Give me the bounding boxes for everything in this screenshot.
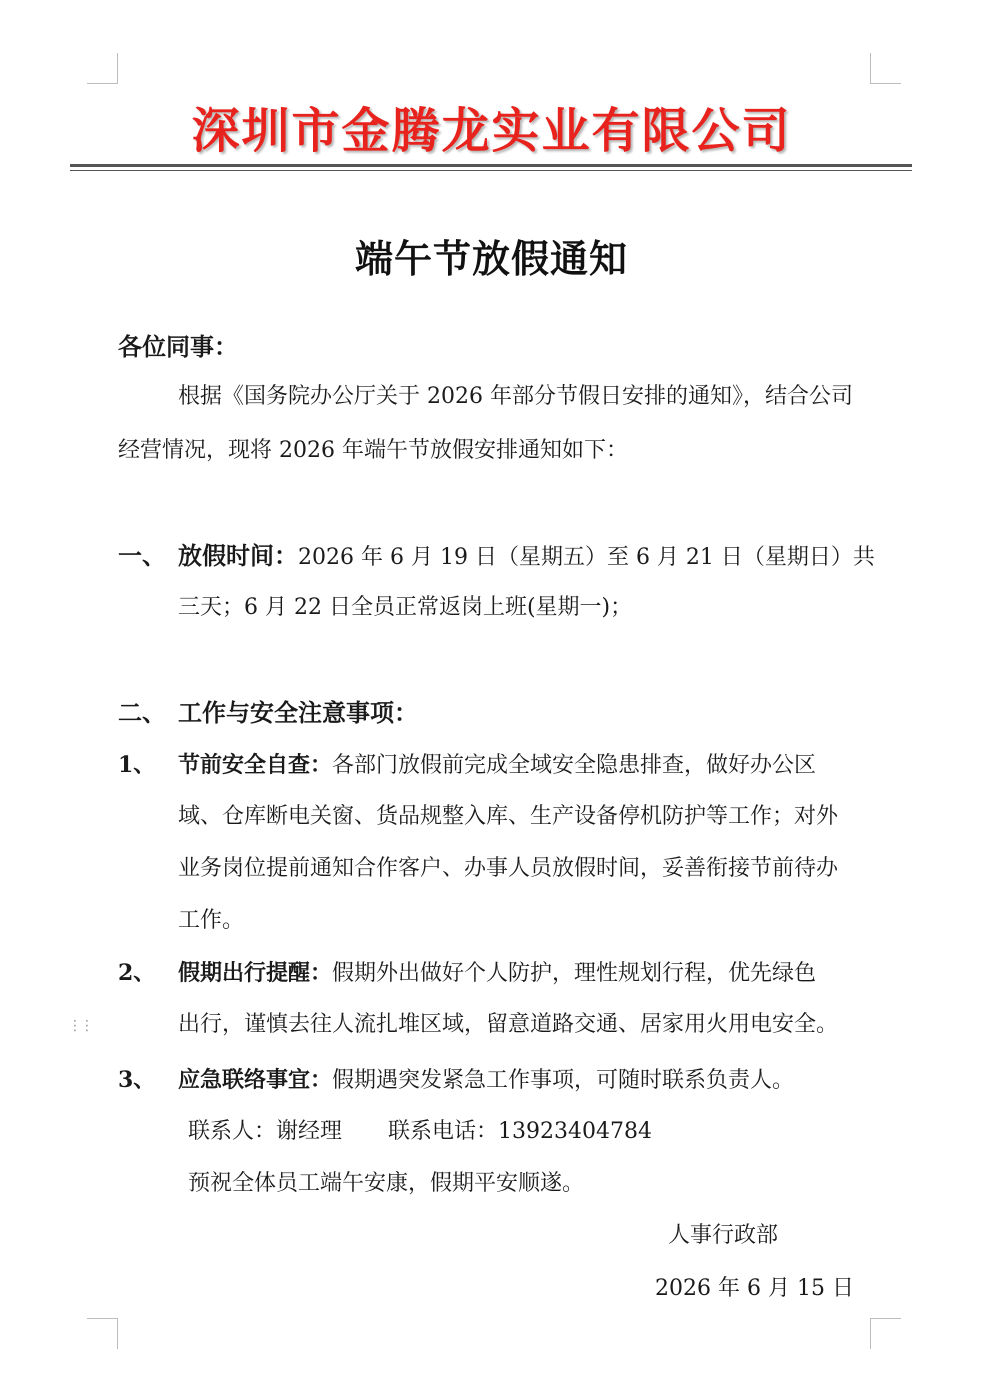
company-letterhead: 深圳市金腾龙实业有限公司 (191, 103, 792, 159)
section-1-line-1 (178, 541, 875, 573)
intro-line-2: 经营情况，现将 2026 年端午节放假安排通知如下： (118, 438, 628, 463)
contact-phone: 13923404784 (498, 1119, 653, 1144)
section-2-marker: 二、 (118, 698, 166, 727)
crop-mark-top-right (870, 53, 901, 84)
section-1-text-1: 2026 年 6 月 19 日（星期五）至 6 月 21 日（星期日）共 (298, 545, 875, 570)
item-2-line-1 (178, 958, 816, 989)
contact-person-label: 联系人： (188, 1119, 277, 1144)
item-2-marker: 2、 (118, 960, 156, 986)
item-1-text-1: 各部门放假前完成全域安全隐患排查，做好办公区 (332, 753, 817, 778)
item-3-marker: 3、 (118, 1067, 156, 1093)
item-2-heading: 假期出行提醒： (178, 960, 333, 986)
item-1-line-1 (178, 750, 816, 781)
crop-mark-bottom-right (870, 1318, 901, 1349)
item-3-line-1 (178, 1065, 794, 1096)
item-2-line-2: 出行，谨慎去往人流扎堆区域，留意道路交通、居家用火用电安全。 (178, 1012, 839, 1037)
item-1-line-2: 域、仓库断电关窗、货品规整入库、生产设备停机防护等工作；对外 (178, 804, 839, 829)
signature-date: 2026 年 6 月 15 日 (655, 1276, 854, 1301)
crop-mark-bottom-left (87, 1318, 118, 1349)
intro-line-1: 根据《国务院办公厅关于 2026 年部分节假日安排的通知》，结合公司 (178, 384, 853, 409)
item-3-text-1: 假期遇突发紧急工作事项，可随时联系负责人。 (332, 1068, 795, 1093)
item-2-text-1: 假期外出做好个人防护，理性规划行程，优先绿色 (332, 961, 817, 986)
letterhead-rule-thin (70, 170, 912, 171)
section-1-line-2: 三天；6 月 22 日全员正常返岗上班(星期一)； (178, 595, 633, 620)
signature-department: 人事行政部 (668, 1223, 779, 1248)
contact-person-name: 谢经理 (276, 1119, 343, 1144)
notice-title: 端午节放假通知 (354, 236, 628, 281)
contact-line (188, 1117, 652, 1147)
closing-wish: 预祝全体员工端午安康，假期平安顺遂。 (188, 1171, 585, 1196)
crop-mark-top-left (87, 53, 118, 84)
item-1-line-4: 工作。 (178, 908, 245, 933)
drag-handle-icon[interactable]: ⋮⋮ (68, 1018, 92, 1034)
item-3-heading: 应急联络事宜： (178, 1067, 333, 1093)
item-1-marker: 1、 (118, 752, 156, 778)
item-1-line-3: 业务岗位提前通知合作客户、办事人员放假时间，妥善衔接节前待办 (178, 856, 839, 881)
item-1-heading: 节前安全自查： (178, 752, 333, 778)
section-1-heading: 放假时间： (178, 541, 298, 570)
contact-phone-label: 联系电话： (388, 1119, 499, 1144)
salutation: 各位同事： (118, 332, 238, 361)
letterhead-rule-thick (70, 164, 912, 167)
section-1-marker: 一、 (118, 541, 166, 570)
section-2-heading: 工作与安全注意事项： (178, 698, 418, 727)
